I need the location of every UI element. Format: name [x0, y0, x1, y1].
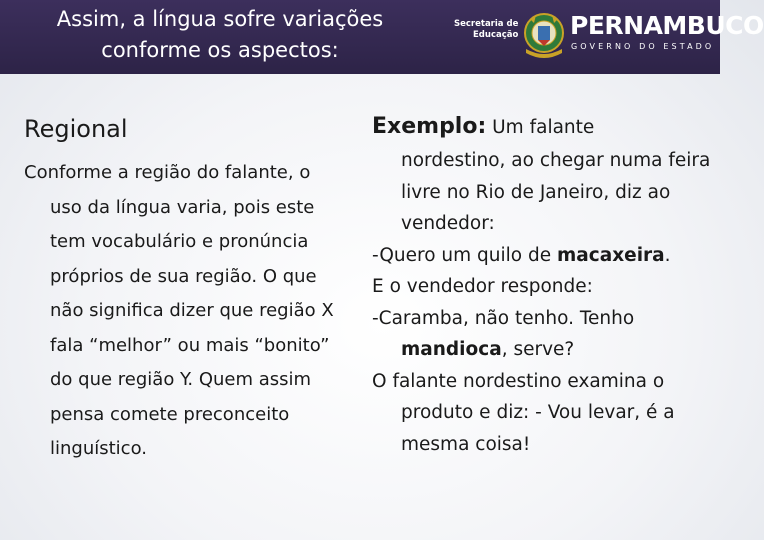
example-label: Exemplo:	[372, 114, 487, 139]
brand-name: PERNAMBUCO	[570, 11, 764, 40]
quote2-suffix: , serve?	[501, 339, 575, 360]
regional-description: Conforme a região do falante, o uso da língua varia, pois este tem vocabulário e pronúncia próprios de sua região. O que não significa dizer que região X fala “melhor” ou mais “bonito” do que região Y. Quem assim pensa comete preconceito linguístico.	[24, 162, 334, 459]
slide-title	[10, 4, 430, 66]
quote2-text: -Caramba, não tenho. Tenho	[372, 307, 635, 329]
quote1-text: -Quero um quilo de	[372, 244, 557, 266]
closing-paragraph: O falante nordestino examina o produto e diz: - Vou levar, é a mesma coisa!	[372, 370, 675, 455]
secretaria-line-2: Educação	[473, 30, 519, 40]
header-banner	[0, 0, 764, 74]
brand-subtitle: GOVERNO DO ESTADO	[571, 42, 715, 51]
vendor-response-line: E o vendedor responde:	[372, 276, 593, 297]
quote-mandioca	[372, 303, 717, 366]
regional-heading: Regional	[24, 115, 128, 143]
title-line-2: conforme os aspectos:	[101, 38, 339, 62]
right-column	[372, 110, 717, 460]
quote-macaxeira	[372, 240, 717, 272]
title-line-1: Assim, a língua sofre variações	[56, 7, 384, 31]
state-crest-icon	[522, 9, 566, 61]
example-intro-continued: nordestino, ao chegar numa feira livre no Rio de Janeiro, diz ao vendedor:	[401, 150, 711, 234]
quote2-bold-word: mandioca	[401, 339, 502, 360]
left-column	[24, 108, 344, 467]
example-intro: Um falante	[486, 117, 595, 138]
secretaria-label	[454, 19, 518, 41]
example-heading	[372, 110, 717, 145]
quote1-bold-word: macaxeira	[557, 244, 665, 266]
quote1-suffix: .	[664, 244, 671, 266]
secretaria-line-1: Secretaria de	[454, 19, 519, 29]
